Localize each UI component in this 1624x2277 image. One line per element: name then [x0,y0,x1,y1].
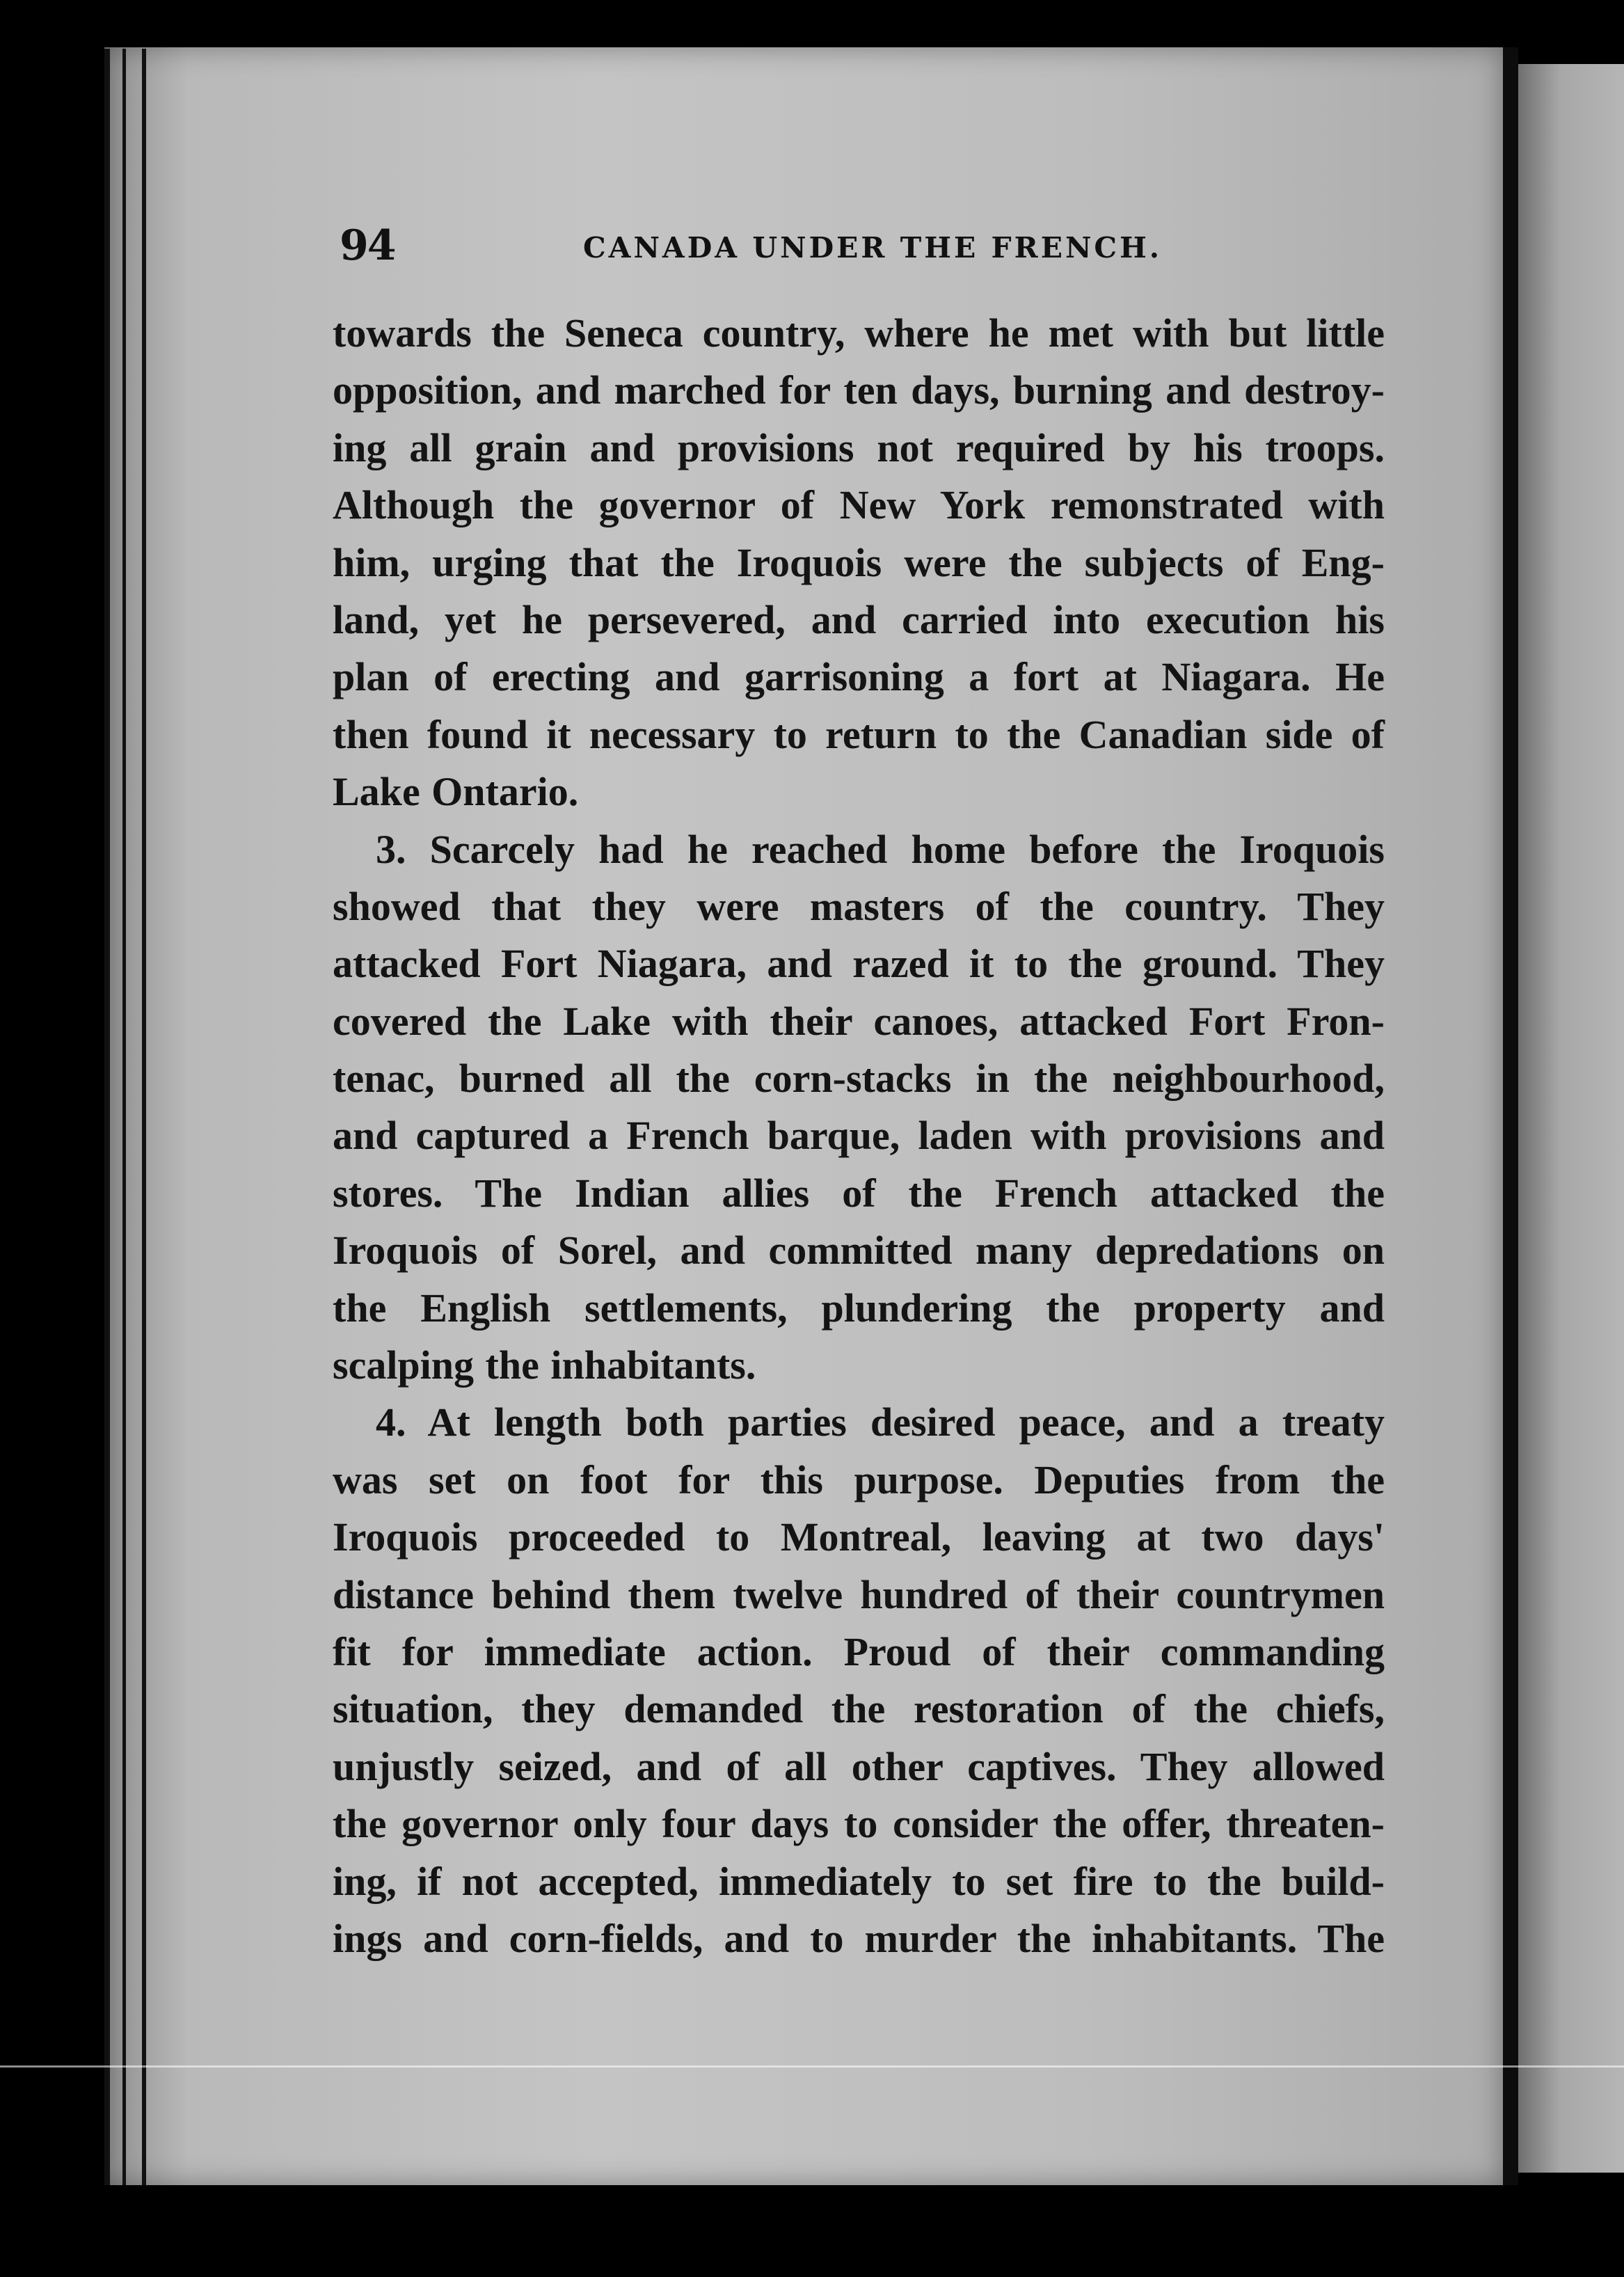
facing-page-edge [1518,64,1624,2173]
body-text [333,305,1385,1967]
text-line: Iroquois proceeded to Montreal, leaving at two days' [333,1514,1385,1560]
text-line: tenac, burned all the corn-stacks in the neighbourhood, [333,1056,1385,1102]
text-line: Lake Ontario. [333,769,579,815]
text-line: distance behind them twelve hundred of their countrymen [333,1571,1385,1617]
binding-edge-line [104,49,110,2185]
text-line: ing all grain and provisions not required by his troops. [333,425,1385,470]
binding-edge-line [142,49,146,2185]
text-line: unjustly seized, and of all other captives. They allowed [333,1743,1385,1789]
text-line: scalping the inhabitants. [333,1342,756,1388]
text-line: stores. The Indian allies of the French attacked the [333,1170,1385,1216]
running-head: CANADA UNDER THE FRENCH. [583,231,1163,264]
text-line: Although the governor of New York remonstrated with [333,482,1385,528]
text-line: covered the Lake with their canoes, attacked Fort Fron- [333,998,1385,1044]
text-line: him, urging that the Iroquois were the subjects of Eng- [333,539,1385,585]
text-line: opposition, and marched for ten days, burning and destroy- [333,367,1385,413]
paragraph-start-line: 4. At length both parties desired peace, and a treaty [376,1399,1385,1445]
page-number: 94 [340,221,395,270]
text-line: situation, they demanded the restoration of the chiefs, [333,1686,1385,1732]
text-line: the English settlements, plundering the property and [333,1285,1385,1331]
page-header [340,221,1383,277]
text-line: plan of erecting and garrisoning a fort at Niagara. He [333,654,1385,700]
text-line: ings and corn-fields, and to murder the inhabitants. The [333,1915,1385,1961]
text-line: showed that they were masters of the country. They [333,883,1385,929]
text-line: then found it necessary to return to the Canadian side of [333,711,1385,757]
text-line: towards the Seneca country, where he met with but little [333,310,1385,356]
text-line: attacked Fort Niagara, and razed it to the ground. They [333,941,1385,987]
text-line: ing, if not accepted, immediately to set fire to the build- [333,1858,1385,1904]
scan-rule-line [0,2065,1624,2068]
paragraph-start-line: 3. Scarcely had he reached home before the Iroquois [376,826,1385,872]
text-line: land, yet he persevered, and carried into execution his [333,596,1385,642]
binding-edge-line [122,49,126,2185]
text-line: was set on foot for this purpose. Deputies from the [333,1457,1385,1502]
text-line: and captured a French barque, laden with provisions and [333,1113,1385,1159]
text-line: the governor only four days to consider the offer, threaten- [333,1801,1385,1847]
page-gutter [1503,47,1518,2185]
text-line: fit for immediate action. Proud of their commanding [333,1628,1385,1674]
text-line: Iroquois of Sorel, and committed many depredations on [333,1228,1385,1274]
